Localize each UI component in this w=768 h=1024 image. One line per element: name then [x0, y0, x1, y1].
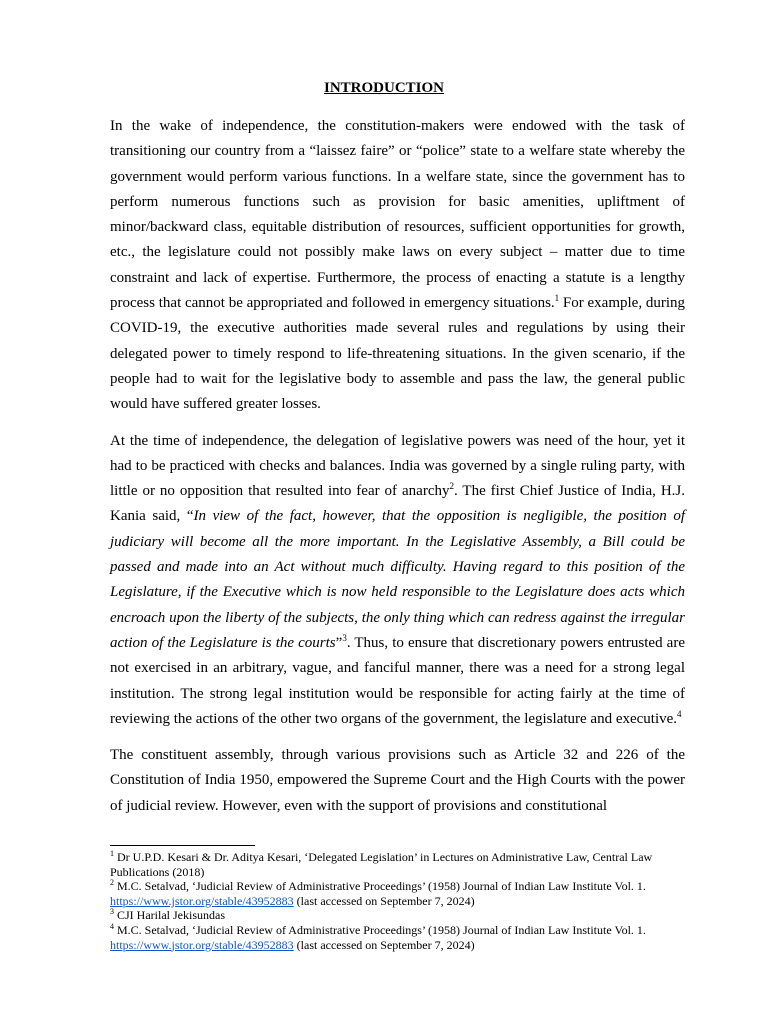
footnote-divider	[110, 845, 255, 846]
footnote-text: CJI Harilal Jekisundas	[114, 908, 225, 923]
footnote-number: 2	[110, 878, 114, 888]
footnote-access-note: (last accessed on September 7, 2024)	[293, 893, 475, 908]
footnote-ref-3[interactable]: 3	[342, 632, 347, 643]
kania-quote: In view of the fact, however, that the opposition is negligible, the position of judiciary will become all the more important. In the Legislative Assembly, a Bill could be passed and made into an Act without much difficulty. Having regard to this position of the Legislature, if the Executive which is now held responsible to the Legislature does acts which encroach upon the liberty of the subjects, the only thing which can redress against the irregular action of the Legislature is the courts	[110, 508, 685, 651]
body-text	[110, 114, 685, 830]
paragraph-2	[110, 429, 685, 733]
footnote-link[interactable]: https://www.jstor.org/stable/43952883	[110, 893, 294, 908]
footnote-text: M.C. Setalvad, ‘Judicial Review of Administrative Proceedings’ (1958) Journal of Indian Law Institute Vol. 1.	[114, 879, 646, 894]
paragraph-1-text-continued: For example, during COVID-19, the executive authorities made several rules and regulations by using their delegated power to timely respond to life-threatening situations. In the given scenario, if the people had to wait for the legislative body to assemble and pass the law, the general public would have suffered greater losses.	[110, 295, 686, 413]
footnote-access-note: (last accessed on September 7, 2024)	[293, 937, 475, 952]
footnote-number: 3	[110, 907, 114, 917]
paragraph-3	[110, 743, 685, 819]
footnote-4	[110, 923, 690, 952]
footnote-ref-2[interactable]: 2	[449, 481, 454, 492]
footnote-ref-1[interactable]: 1	[554, 293, 560, 304]
page-title: INTRODUCTION	[323, 80, 444, 96]
footnote-link[interactable]: https://www.jstor.org/stable/43952883	[110, 937, 294, 952]
footnote-3	[110, 908, 690, 923]
footnote-ref-4[interactable]: 4	[677, 708, 682, 719]
footnotes-section	[110, 845, 690, 952]
footnote-number: 1	[110, 849, 114, 858]
quote-close-mark: ”	[335, 634, 343, 651]
paragraph-3-text: The constituent assembly, through various provisions such as Article 32 and 226 of the Constitution of India 1950, empowered the Supreme Court and the High Courts with the power of judicial review. However, even with the support of provisions and constitutional	[110, 747, 685, 814]
footnote-2	[110, 879, 690, 908]
paragraph-2-text-continued: . Thus, to ensure that discretionary powers entrusted are not exercised in an arbitrary, vague, and fanciful manner, there was a need for a strong legal institution. The strong legal institution would be responsible for acting fairly at the time of reviewing the actions of the other two organs of the government, the legislature and executive.	[110, 634, 685, 727]
paragraph-1	[110, 114, 685, 418]
paragraph-1-text: In the wake of independence, the constitution-makers were endowed with the task of transitioning our country from a “laissez faire” or “police” state to a welfare state whereby the government would perform various functions. In a welfare state, since the government has to perform numerous functions such as provision for basic amenities, upliftment of minor/backward class, equitable distribution of resources, sufficient opportunities for growth, etc., the legislature could not possibly make laws on every subject – matter due to time constraint and lack of expertise. Furthermore, the process of enacting a statute is a lengthy process that cannot be appropriated and followed in emergency situations.	[110, 118, 685, 312]
footnote-text: Dr U.P.D. Kesari & Dr. Aditya Kesari, ‘Delegated Legislation’ in Lectures on Administrative Law, Central Law Publications (2018)	[110, 850, 653, 879]
footnote-number: 4	[110, 921, 114, 931]
footnote-1	[110, 850, 690, 879]
paragraph-2-text-mid: . The first Chief Justice of India, H.J. Kania said, “	[110, 483, 685, 525]
footnote-text: M.C. Setalvad, ‘Judicial Review of Administrative Proceedings’ (1958) Journal of Indian Law Institute Vol. 1.	[114, 922, 646, 937]
paragraph-2-text: At the time of independence, the delegation of legislative powers was need of the hour, yet it had to be practiced with checks and balances. India was governed by a single ruling party, with little or no opposition that resulted into fear of anarchy	[110, 432, 685, 500]
